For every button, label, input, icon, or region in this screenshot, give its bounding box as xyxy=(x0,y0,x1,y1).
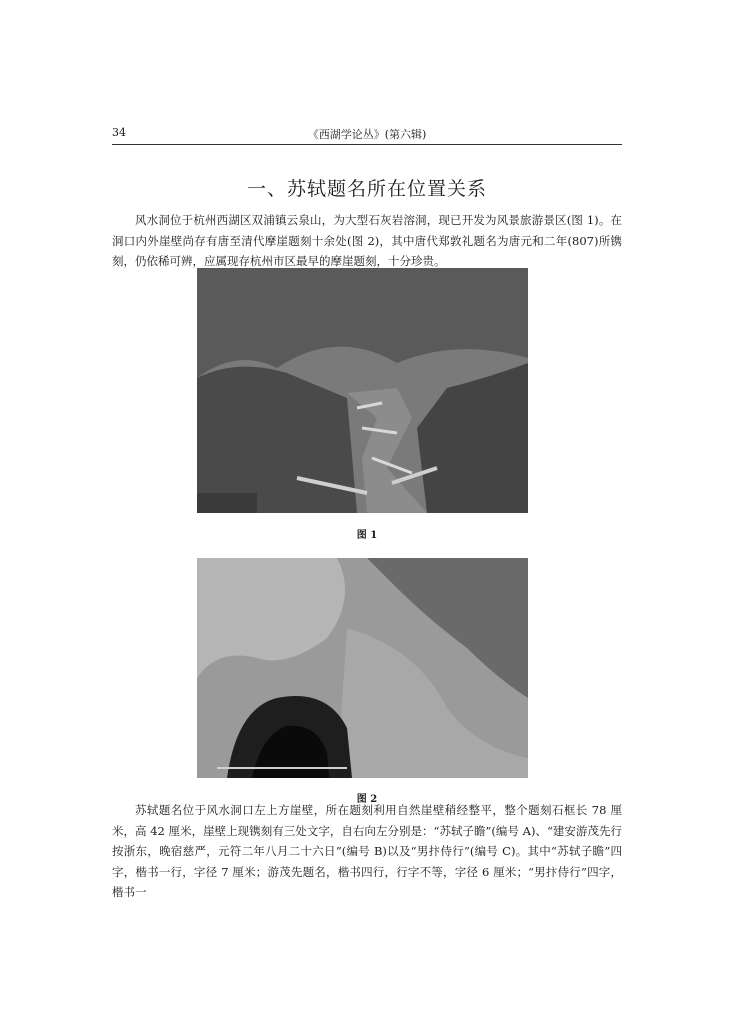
header-rule xyxy=(112,144,622,145)
section-title: 一、苏轼题名所在位置关系 xyxy=(246,178,487,200)
journal-title: 《西湖学论丛》(第六辑) xyxy=(307,128,427,141)
paragraph-intro: 风水洞位于杭州西湖区双浦镇云泉山，为大型石灰岩溶洞，现已开发为风景旅游景区(图 1)。在洞口内外崖壁尚存有唐至清代摩崖题刻十余处(图 2)，其中唐代郑敦礼题名为唐元和二年(807)所镌刻，仍依稀可辨，应属现存杭州市区最早的摩崖题刻，十分珍贵。 xyxy=(112,213,622,268)
page-number: 34 xyxy=(112,126,126,139)
figure-2-caption: 图 2 xyxy=(356,794,378,805)
figure-1-photo xyxy=(197,268,528,513)
figure-1-caption: 图 1 xyxy=(356,530,378,541)
running-header xyxy=(112,126,622,144)
figure-2-photo xyxy=(197,558,528,778)
paragraph-su-shi-inscription: 苏轼题名位于风水洞口左上方崖壁，所在题刻利用自然崖壁稍经整平，整个题刻石框长 78 厘米，高 42 厘米，崖壁上现镌刻有三处文字，自右向左分别是：“苏轼子瞻”(编号 A)、“建安游茂先行按浙东，晚宿慈严，元符二年八月二十六日”(编号 B)以及“男抃侍行”(编号 C)。其中“苏轼子瞻”四字，楷书一行，字径 7 厘米；游茂先题名，楷书四行，行字不等，字径 6 厘米；“男抃侍行”四字，楷书一 xyxy=(112,803,622,899)
